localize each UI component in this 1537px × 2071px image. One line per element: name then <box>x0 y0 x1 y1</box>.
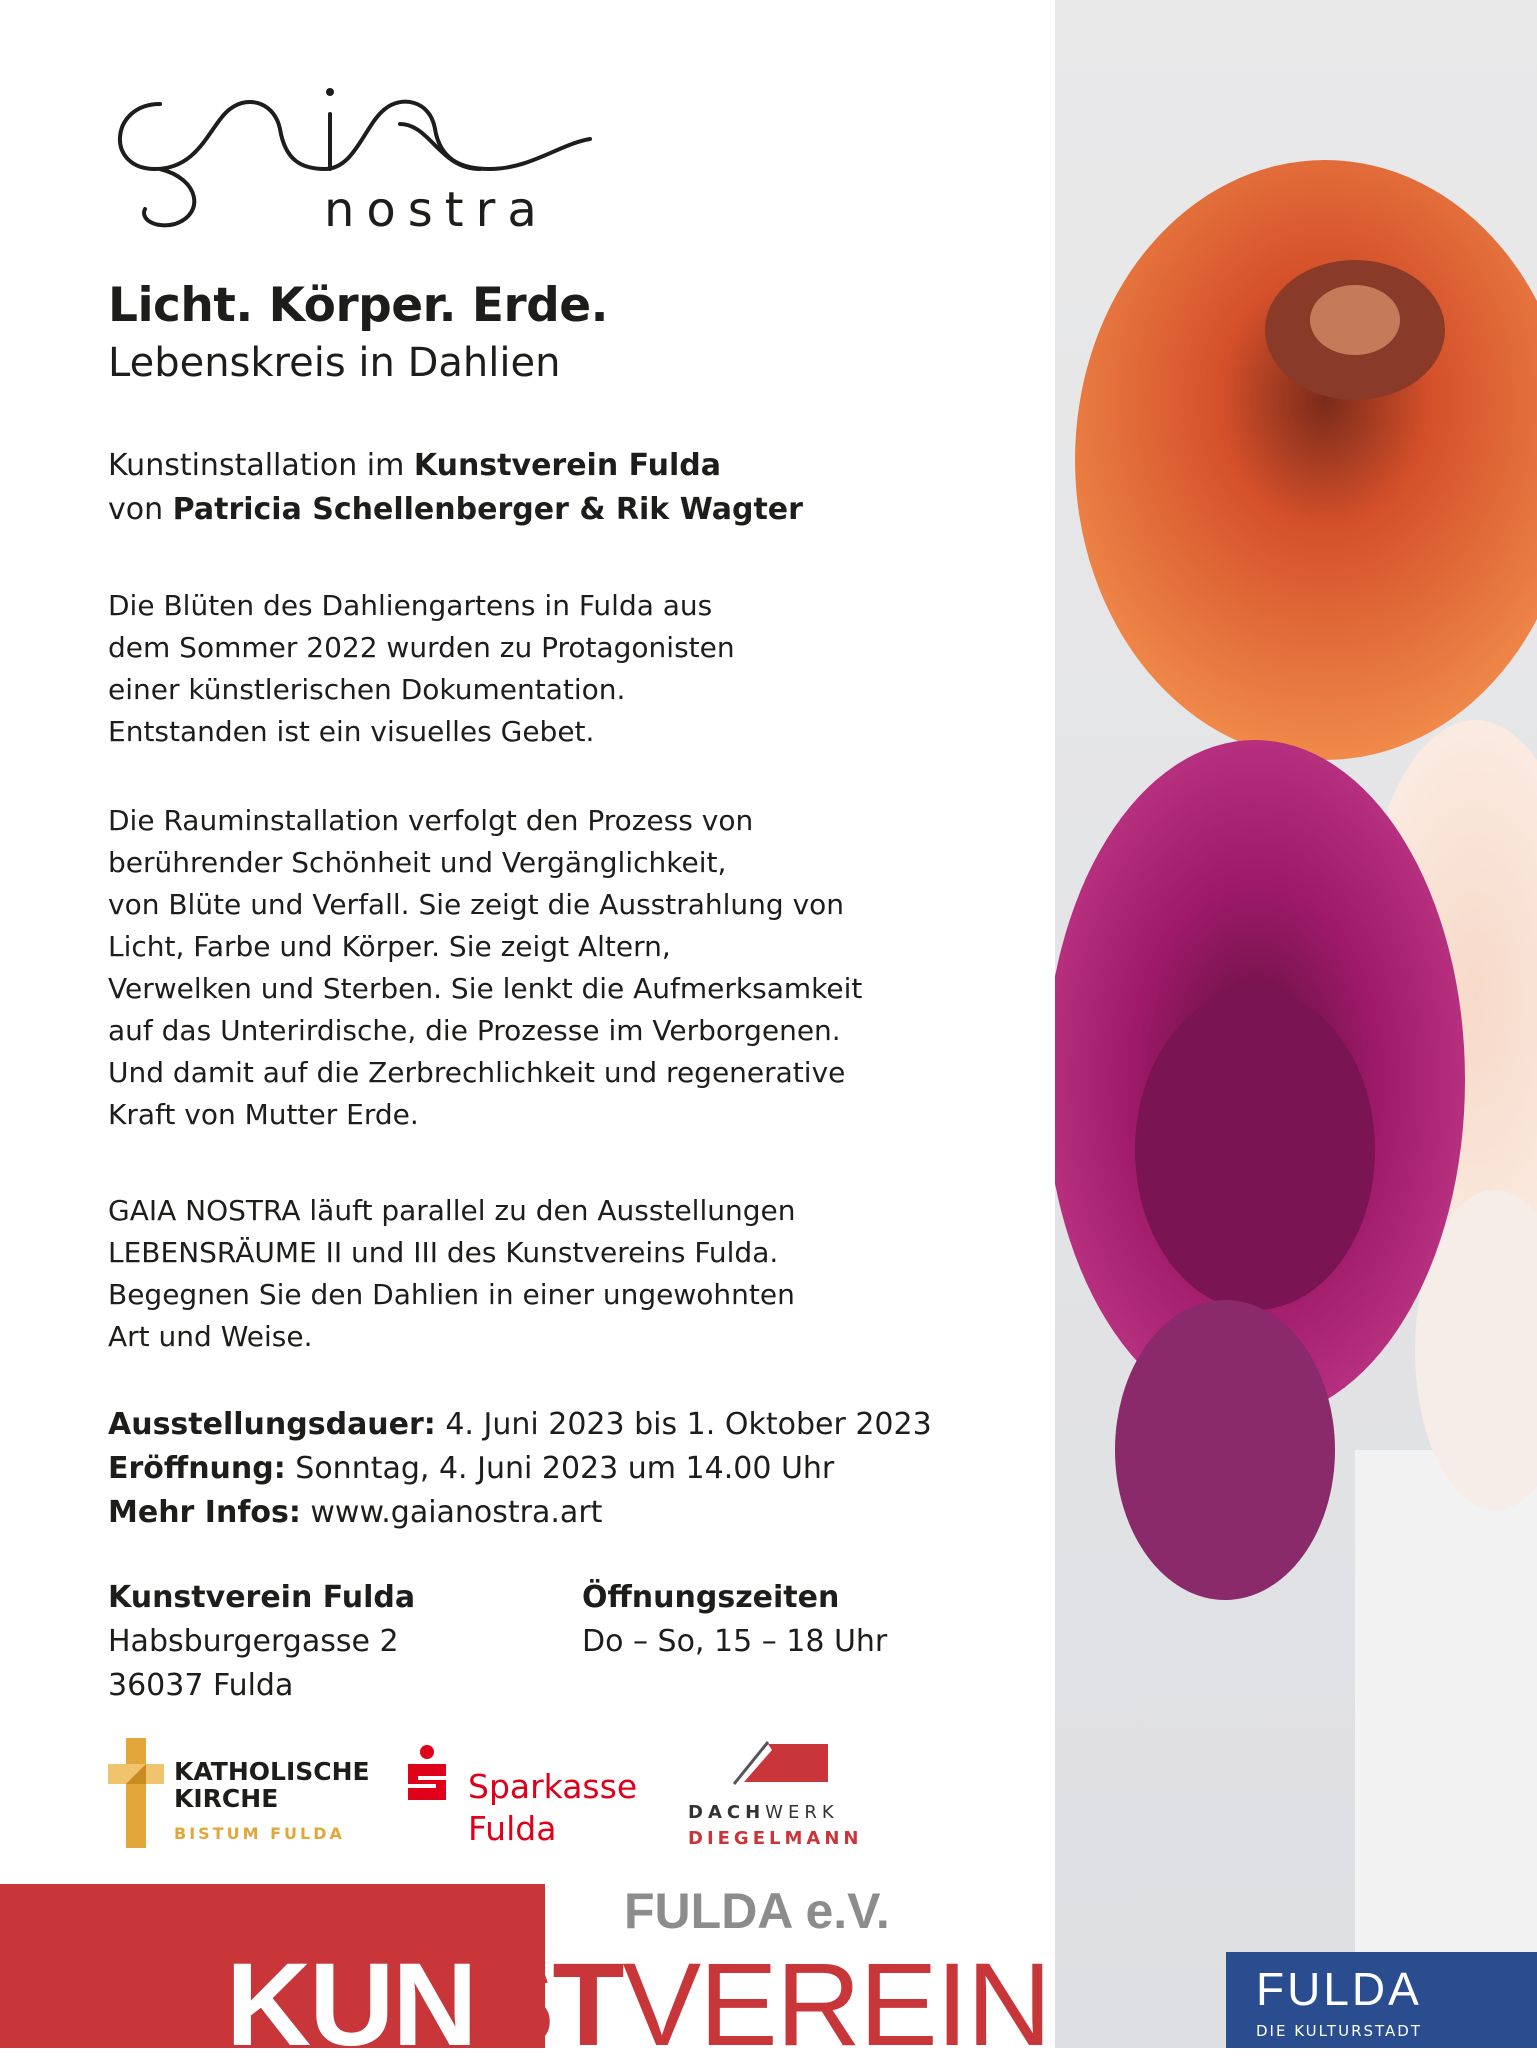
intro-block <box>108 444 803 532</box>
paragraph-line: Begegnen Sie den Dahlien in einer ungewohnten <box>108 1278 795 1311</box>
roof-icon <box>732 1740 832 1786</box>
dahlia-photo <box>1055 0 1537 2048</box>
address-block <box>108 1576 415 1708</box>
intro-prefix-2: von <box>108 492 173 527</box>
kirche-line-2: KIRCHE <box>174 1784 279 1813</box>
paragraph-line: dem Sommer 2022 wurden zu Protagonisten <box>108 631 735 664</box>
paragraph-line: von Blüte und Verfall. Sie zeigt die Ausstrahlung von <box>108 888 845 921</box>
intro-prefix-1: Kunstinstallation im <box>108 448 414 483</box>
fulda-badge-name: FULDA <box>1256 1963 1422 2015</box>
kunstverein-ev: FULDA e.V. <box>624 1883 890 1939</box>
duration-value: 4. Juni 2023 bis 1. Oktober 2023 <box>435 1407 932 1442</box>
paragraph-3 <box>108 1190 795 1358</box>
katholische-kirche-logo <box>108 1738 378 1848</box>
paragraph-line: Licht, Farbe und Körper. Sie zeigt Altern, <box>108 930 671 963</box>
duration-label: Ausstellungsdauer: <box>108 1407 436 1442</box>
sparkasse-s-icon <box>402 1744 452 1804</box>
hours-value: Do – So, 15 – 18 Uhr <box>582 1624 888 1659</box>
fulda-kulturstadt-badge <box>1226 1952 1537 2048</box>
hours-title: Öffnungszeiten <box>582 1580 840 1615</box>
cross-icon <box>108 1738 164 1848</box>
dach-light: WERK <box>765 1802 839 1823</box>
intro-venue: Kunstverein Fulda <box>413 448 721 483</box>
kunstverein-wordmark <box>226 1939 1050 2071</box>
info-link[interactable]: www.gaianostra.art <box>300 1495 603 1530</box>
paragraph-line: Die Blüten des Dahliengartens in Fulda aus <box>108 589 713 622</box>
paragraph-line: Verwelken und Sterben. Sie lenkt die Aufmerksamkeit <box>108 972 863 1005</box>
paragraph-line: einer künstlerischen Dokumentation. <box>108 673 626 706</box>
paragraph-line: Die Rauminstallation verfolgt den Prozess von <box>108 804 754 837</box>
paragraph-line: LEBENSRÄUME II und III des Kunstvereins Fulda. <box>108 1236 779 1269</box>
dach-bold: DACH <box>688 1802 766 1823</box>
info-label: Mehr Infos: <box>108 1495 301 1530</box>
sparkasse-line-2: Fulda <box>468 1809 557 1848</box>
address-name: Kunstverein Fulda <box>108 1580 416 1615</box>
kirche-line-1: KATHOLISCHE <box>174 1757 370 1786</box>
sparkasse-logo <box>402 1740 642 1850</box>
gaia-nostra-logo <box>100 84 600 244</box>
dachwerk-logo <box>678 1736 908 1848</box>
dach-name: DIEGELMANN <box>688 1828 863 1849</box>
facts-block <box>108 1403 932 1535</box>
paragraph-line: Entstanden ist ein visuelles Gebet. <box>108 715 595 748</box>
fulda-badge-sub: DIE KULTURSTADT <box>1256 2022 1422 2040</box>
paragraph-line: berührender Schönheit und Vergänglichkeit, <box>108 846 727 879</box>
headline: Licht. Körper. Erde. <box>108 278 609 333</box>
paragraph-line: Art und Weise. <box>108 1320 313 1353</box>
opening-value: Sonntag, 4. Juni 2023 um 14.00 Uhr <box>285 1451 835 1486</box>
address-street: Habsburgergasse 2 <box>108 1624 399 1659</box>
kv-part-3: VEREIN <box>622 1939 1050 2071</box>
kirche-sub: BISTUM FULDA <box>174 1824 345 1843</box>
opening-hours-block <box>582 1576 887 1664</box>
kv-part-1: KUN <box>226 1939 476 2071</box>
paragraph-line: GAIA NOSTRA läuft parallel zu den Ausstellungen <box>108 1194 796 1227</box>
paragraph-1 <box>108 585 735 753</box>
address-city: 36037 Fulda <box>108 1668 294 1703</box>
paragraph-line: Kraft von Mutter Erde. <box>108 1098 419 1131</box>
sparkasse-line-1: Sparkasse <box>468 1767 638 1806</box>
opening-label: Eröffnung: <box>108 1451 286 1486</box>
subheadline: Lebenskreis in Dahlien <box>108 340 561 386</box>
logo-word: nostra <box>324 182 549 238</box>
paragraph-line: auf das Unterirdische, die Prozesse im Verborgenen. <box>108 1014 841 1047</box>
intro-artists: Patricia Schellenberger & Rik Wagter <box>172 492 803 527</box>
paragraph-line: Und damit auf die Zerbrechlichkeit und regenerative <box>108 1056 846 1089</box>
kv-part-2: ST <box>475 1939 623 2071</box>
paragraph-2 <box>108 800 862 1136</box>
